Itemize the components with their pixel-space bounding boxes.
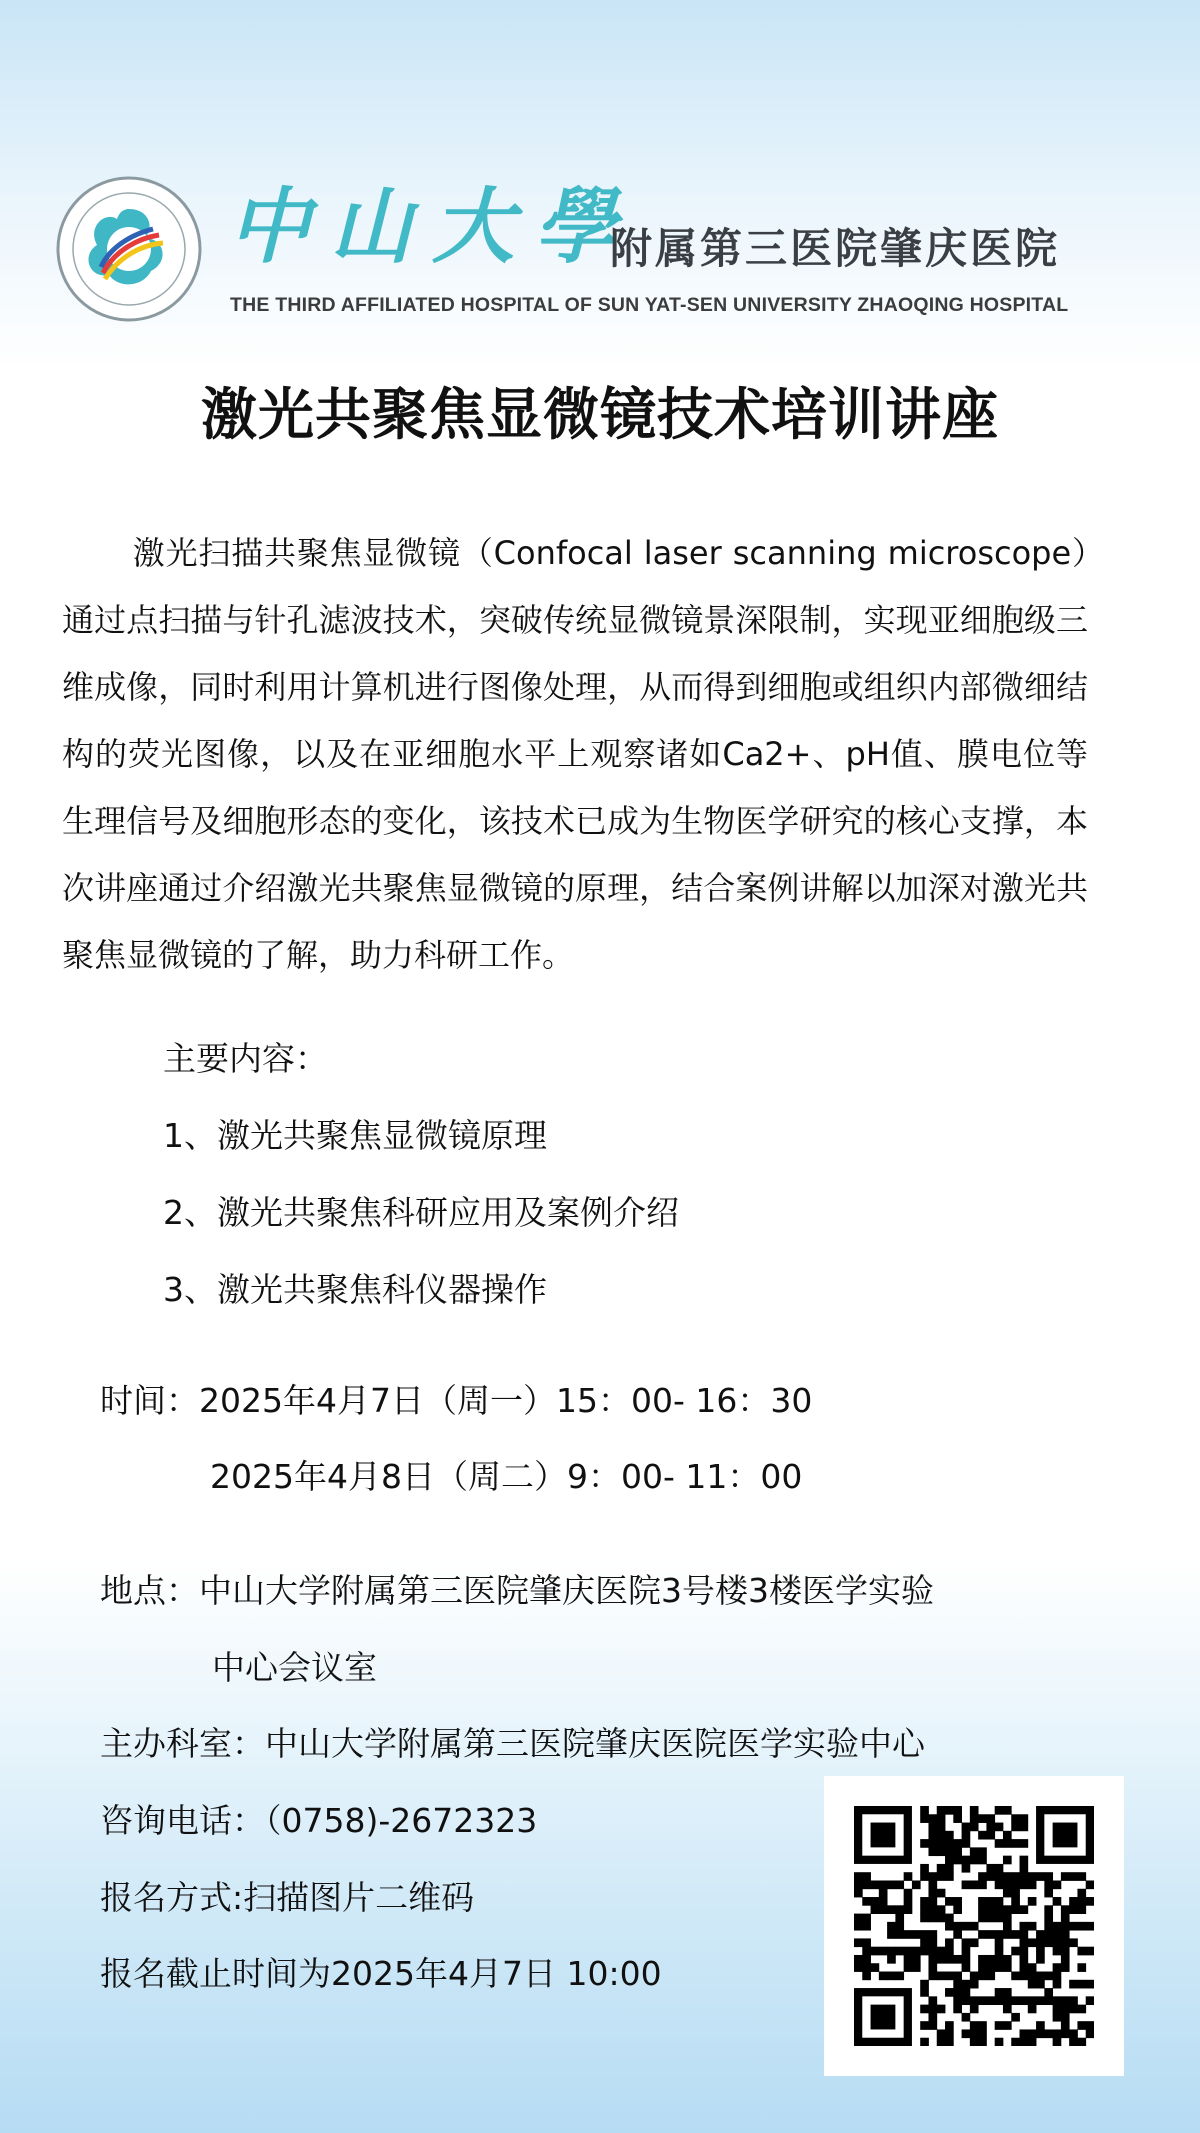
organizer-row [100, 1705, 925, 1782]
contents-item: 1、激光共聚焦显微镜原理 [163, 1116, 547, 1155]
signup-method: 报名方式:扫描图片二维码 [100, 1878, 475, 1917]
contents-heading: 主要内容： [163, 1039, 328, 1078]
phone-value: （0758)-2672323 [265, 1801, 538, 1840]
intro-text: 激光扫描共聚焦显微镜（Confocal laser scanning microscope）通过点扫描与针孔滤波技术，突破传统显微镜景深限制，实现亚细胞级三维成像，同时利用计算机进行图像处理，从而得到细胞或组织内部微细结构的荧光图像，以及在亚细胞水平上观察诸如Ca2+、pH值、膜电位等生理信号及细胞形态的变化，该技术已成为生物医学研究的核心支撑，本次讲座通过介绍激光共聚焦显微镜的原理，结合案例讲解以加深对激光共聚焦显微镜的了解，助力科研工作。 [62, 534, 1088, 974]
hospital-name-cn: 附属第三医院肇庆医院 [610, 224, 1061, 273]
place-label: 地点： [100, 1571, 199, 1610]
hospital-header [0, 0, 1200, 370]
time-row-2 [210, 1438, 802, 1515]
page-title: 激光共聚焦显微镜技术培训讲座 [201, 383, 999, 448]
contents-item: 3、激光共聚焦科仪器操作 [163, 1270, 547, 1309]
qr-code[interactable] [824, 1776, 1124, 2076]
organizer-label: 主办科室： [100, 1724, 265, 1763]
hospital-name-en: THE THIRD AFFILIATED HOSPITAL OF SUN YAT-SEN UNIVERSITY ZHAOQING HOSPITAL [230, 294, 1069, 316]
time-label: 时间： [100, 1381, 199, 1420]
qr-code-image[interactable] [854, 1806, 1094, 2046]
place-row-2 [212, 1629, 377, 1706]
hospital-logo [55, 175, 203, 323]
contents-item: 2、激光共聚焦科研应用及案例介绍 [163, 1193, 679, 1232]
intro-paragraph [62, 520, 1088, 989]
time-line-2: 2025年4月8日（周二）9：00- 11：00 [210, 1457, 803, 1496]
place-line-2: 中心会议室 [212, 1648, 377, 1687]
phone-label: 咨询电话： [100, 1801, 265, 1840]
place-row-1 [100, 1552, 934, 1629]
signup-deadline: 报名截止时间为2025年4月7日 10:00 [100, 1954, 662, 1993]
place-line-1: 中山大学附属第三医院肇庆医院3号楼3楼医学实验 [199, 1571, 934, 1610]
phone-row [100, 1782, 537, 1859]
organizer-value: 中山大学附属第三医院肇庆医院医学实验中心 [265, 1724, 925, 1763]
university-name: 中山大學 [228, 179, 636, 275]
time-row-1 [100, 1362, 812, 1439]
time-line-1: 2025年4月7日（周一）15：00- 16：30 [199, 1381, 813, 1420]
contents-list [163, 1020, 679, 1328]
